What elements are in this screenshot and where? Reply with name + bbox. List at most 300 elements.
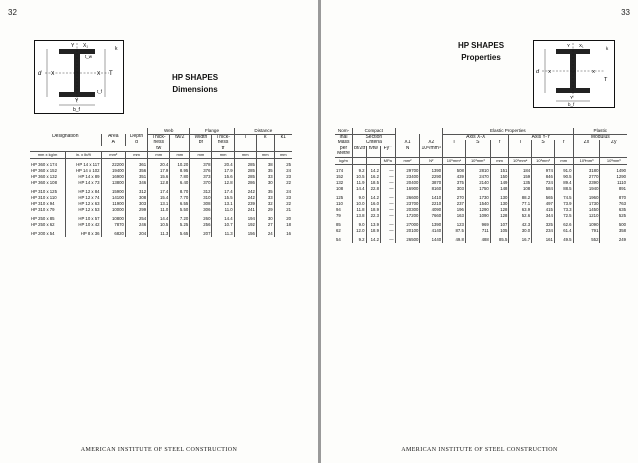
nom-header: Nom-	[335, 128, 353, 134]
dim-table-cell: 241	[234, 207, 256, 213]
dim-table-cell: 15.4	[148, 195, 170, 201]
dim-table-cell: 260	[190, 216, 212, 222]
dim-table-cell: 10800	[101, 216, 125, 222]
dim-table-cell: HP 12 x 53	[66, 207, 102, 213]
dim-table-cell: 17.4	[148, 189, 170, 195]
k-label-right: k	[606, 46, 609, 51]
dim-table-cell: 378	[190, 162, 212, 168]
left-title-line2: Dimensions	[172, 85, 218, 94]
prop-table-cell: 23400	[395, 174, 420, 180]
depth-symbol: d	[125, 140, 147, 146]
dim-table-cell: 308	[190, 201, 212, 207]
dim-table-row	[30, 231, 292, 237]
prop-table-cell: 1540	[465, 201, 490, 207]
prop-table-cell: 49.5	[554, 237, 573, 243]
prop-table-cell: 584	[532, 186, 555, 192]
tf-symbol: tf	[212, 146, 234, 152]
dim-table-cell: 16900	[101, 174, 125, 180]
dim-table-cell: HP 310 x 94	[31, 201, 55, 207]
dim-table-cell: 8.95	[170, 168, 190, 174]
prop-table-cell: 1730	[573, 201, 600, 207]
dim-table-cell: 10.20	[170, 162, 190, 168]
prop-table-cell: 18.9	[366, 207, 380, 213]
dim-table-cell: 11.0	[212, 207, 234, 213]
prop-table-cell: 61.4	[554, 228, 573, 234]
d-label: d	[38, 71, 42, 77]
dim-table-cell: 17.9	[212, 168, 234, 174]
prop-table-cell: 16.2	[366, 174, 380, 180]
dim-table-cell: 194	[234, 216, 256, 222]
prop-table-cell: 49.8	[443, 237, 466, 243]
x1-label: X₁	[83, 43, 89, 49]
bf-symbol: bf	[190, 140, 212, 146]
prop-table-cell: 270	[443, 195, 466, 201]
hp-section-diagram	[34, 40, 124, 114]
prop-table-row	[335, 237, 627, 243]
dim-table-cell: 242	[234, 189, 256, 195]
criteria-header: Criteria	[353, 140, 395, 146]
dim-table-cell: 10.7	[212, 222, 234, 228]
right-page-number: 33	[621, 8, 630, 17]
prop-table-cell: 711	[465, 228, 490, 234]
prop-table-cell: 128	[490, 213, 509, 219]
x-left-label: X	[51, 71, 55, 77]
dim-table-cell: HP 310 x 79	[31, 207, 55, 213]
prop-table-cell: 123	[443, 222, 466, 228]
prop-table-cell: 128	[490, 207, 509, 213]
tw-label: t_w	[85, 54, 93, 59]
metre-header: Metre	[337, 151, 350, 157]
dim-table-cell: 22200	[101, 162, 125, 168]
prop-table-cell: 724	[532, 180, 555, 186]
prop-unit-cell: 10³mm³	[465, 157, 490, 164]
prop-unit-cell: mm	[554, 157, 573, 164]
dim-table-cell: 23	[274, 174, 292, 180]
prop-table-cell: 4140	[420, 228, 443, 234]
prop-table-cell: 1210	[573, 213, 600, 219]
prop-table-cell: 29700	[395, 168, 420, 174]
prop-table-cell: —	[381, 237, 396, 243]
prop-table-cell: 358	[600, 228, 627, 234]
hp-section-svg	[35, 41, 123, 113]
prop-table-cell: 2390	[573, 180, 600, 186]
prop-table-cell: 10.5	[353, 174, 366, 180]
prop-table-cell: 150	[490, 174, 509, 180]
dim-table-cell: 27	[256, 222, 274, 228]
dim-table-cell: 24	[274, 168, 292, 174]
depth-header: Depth	[125, 134, 147, 140]
prop-table-cell: 62.6	[554, 222, 573, 228]
dim-table-cell: 308	[125, 195, 147, 201]
dim-table-cell: 24	[256, 231, 274, 237]
x1-header: X1	[395, 140, 420, 146]
prop-unit-cell: 10⁶mm⁴	[509, 157, 532, 164]
prop-table-cell: 11.8	[353, 207, 366, 213]
prop-table-cell: 969	[465, 222, 490, 228]
ix-header: I	[443, 140, 466, 146]
prop-table-cell: 8160	[420, 186, 443, 192]
prop-table-cell: 9.2	[353, 168, 366, 174]
dim-table-cell: 35	[256, 168, 274, 174]
dim-table-cell: 7.80	[170, 174, 190, 180]
dim-table-cell: HP 14 x 102	[66, 168, 102, 174]
dim-table-cell: 11900	[101, 201, 125, 207]
k-header: k	[256, 134, 274, 140]
prop-table-cell: 23700	[395, 201, 420, 207]
prop-table-cell: 1940	[573, 186, 600, 192]
dim-table-cell: 7.20	[170, 216, 190, 222]
prop-table-cell: 249	[600, 237, 627, 243]
dim-table-cell: 17.4	[212, 189, 234, 195]
prop-table-cell: 3180	[573, 168, 600, 174]
prop-table-cell: 3870	[420, 180, 443, 186]
dim-table-cell: HP 310 x 125	[31, 189, 57, 195]
prop-table-cell: 72.5	[554, 213, 573, 219]
prop-table-cell: 79	[336, 212, 341, 218]
prop-table-cell: 891	[600, 186, 627, 192]
prop-table-cell: 870	[600, 195, 627, 201]
dim-table-cell: 256	[190, 222, 212, 228]
dim-unit-cell: mm	[256, 152, 274, 159]
modulus-header: Modulus	[573, 134, 627, 140]
prop-table-cell: 17200	[395, 213, 420, 219]
prop-unit-cell: N²	[420, 157, 443, 164]
prop-table-cell: 110	[336, 200, 343, 206]
flange-group-header: Flange	[190, 128, 234, 134]
dim-table-cell: 30	[256, 216, 274, 222]
dim-table-cell: 29	[256, 207, 274, 213]
x-right-label-right: X	[592, 69, 596, 74]
dim-table-cell: HP 14 x 73	[66, 180, 102, 186]
sx-header: S	[465, 140, 490, 146]
dim-table-cell: 18	[274, 222, 292, 228]
ry-header: r	[554, 140, 573, 146]
dim-table-cell: HP 10 x 42	[66, 222, 102, 228]
prop-table-cell: 1390	[420, 222, 443, 228]
prop-table-cell: 488	[465, 237, 490, 243]
dim-table-cell: 5.65	[170, 231, 190, 237]
dim-table-cell: HP 14 x 117	[66, 162, 102, 168]
prop-table-cell: 1110	[600, 180, 627, 186]
hp-section-diagram-right	[533, 40, 615, 108]
prop-table-cell: 1450	[573, 207, 600, 213]
prop-table-cell: 552	[573, 237, 600, 243]
prop-table-cell: 635	[600, 207, 627, 213]
dim-unit-cell: mm	[274, 152, 292, 159]
prop-table-cell: 13.8	[353, 213, 366, 219]
prop-unit-cell	[353, 157, 366, 164]
prop-table-cell: 74.5	[554, 195, 573, 201]
prop-table-cell: 130	[490, 201, 509, 207]
dim-table-cell: 12.8	[148, 180, 170, 186]
prop-table-cell: 174	[336, 167, 344, 173]
prop-table-cell: 14.2	[366, 168, 380, 174]
prop-table-cell: 9.0	[353, 222, 366, 228]
prop-table-cell: 88.2	[509, 195, 532, 201]
bf-label-right: b_f	[568, 102, 575, 107]
dim-table-cell: 303	[125, 201, 147, 207]
prop-table-cell: 2770	[573, 174, 600, 180]
dim-table-cell: 299	[125, 207, 147, 213]
rx-header: r	[490, 140, 509, 146]
dim-table-cell: 310	[190, 195, 212, 201]
dim-table-cell: HP 360 x 108	[31, 180, 57, 186]
d-label-right: d	[536, 69, 540, 75]
web-ness: ness	[148, 140, 170, 146]
dim-table-cell: 33	[256, 195, 274, 201]
dim-table-cell: 14100	[101, 195, 125, 201]
dim-table-cell: 285	[234, 168, 256, 174]
prop-table-cell: —	[381, 222, 396, 228]
prop-table-cell: 20100	[395, 228, 420, 234]
dim-table-cell: 11.0	[148, 207, 170, 213]
dim-table-cell: 33	[256, 174, 274, 180]
prop-table-cell: 108	[336, 185, 344, 191]
dim-table-cell: 11.3	[148, 231, 170, 237]
fy-header: Fy'''	[381, 146, 396, 152]
zx-header: Zx	[573, 140, 600, 146]
dim-table-cell: HP 360 x 152	[31, 168, 57, 174]
prop-table-cell: 7660	[420, 213, 443, 219]
prop-table-cell: 2470	[465, 174, 490, 180]
prop-table-cell: 105	[490, 228, 509, 234]
iy-header: I	[509, 140, 532, 146]
dim-table-cell: 13.1	[148, 201, 170, 207]
prop-table-cell: 125	[336, 194, 344, 200]
dim-table-cell: 15.5	[212, 195, 234, 201]
prop-table-cell: —	[381, 213, 396, 219]
dim-table-cell: 30	[256, 180, 274, 186]
distance-group-header: Distance	[234, 128, 292, 134]
prop-table-cell: 791	[573, 228, 600, 234]
dim-table-cell: 16	[274, 231, 292, 237]
dim-table-cell: 15.6	[212, 174, 234, 180]
dimensions-table	[30, 128, 292, 237]
zy-header: Zy	[600, 140, 627, 146]
right-title	[431, 40, 531, 64]
dim-unit-cell: mm	[190, 152, 212, 159]
prop-table-cell: 2210	[420, 201, 443, 207]
prop-table-cell: 27000	[395, 222, 420, 228]
per-header: per	[339, 145, 348, 151]
dim-table-cell: 13.1	[212, 201, 234, 207]
dim-table-cell: 346	[125, 180, 147, 186]
prop-table-cell: —	[381, 201, 396, 207]
compact-header: Compact	[353, 128, 395, 134]
tf-label: t_f	[97, 89, 103, 94]
dim-unit-cell: mm	[148, 152, 170, 159]
dim-table-cell: 356	[125, 168, 147, 174]
right-footer: AMERICAN INSTITUTE OF STEEL CONSTRUCTION	[401, 447, 558, 453]
hp-section-svg-right	[534, 41, 614, 107]
prop-table-cell: 88.5	[554, 186, 573, 192]
prop-table-cell: 439	[443, 174, 466, 180]
prop-table-cell: 4090	[420, 207, 443, 213]
prop-table-cell: 508	[443, 168, 466, 174]
prop-table-cell: 196	[443, 207, 466, 213]
dim-table-cell: HP 250 x 62	[31, 222, 55, 228]
y-bottom-label-right: Y	[570, 95, 574, 100]
prop-unit-cell: mm	[490, 157, 509, 164]
prop-table-cell: 763	[600, 201, 627, 207]
prop-table-cell: —	[381, 180, 396, 186]
dim-table-cell: HP 200 x 54	[31, 231, 55, 237]
prop-table-cell: 184	[509, 168, 532, 174]
dim-table-cell: 15900	[101, 189, 125, 195]
dim-table-cell: 22	[274, 180, 292, 186]
prop-table-cell: 974	[532, 168, 555, 174]
dim-unit-cell: mm	[212, 152, 234, 159]
dim-table-cell: 20.4	[212, 162, 234, 168]
dim-table-cell: 12.8	[212, 180, 234, 186]
prop-table-cell: 16.0	[366, 201, 380, 207]
prop-table-cell: 151	[490, 168, 509, 174]
dim-unit-cell: mm x kg/m	[30, 152, 66, 159]
prop-table-cell: 9.2	[353, 237, 366, 243]
prop-table-cell: 415	[532, 207, 555, 213]
dim-table-cell: 23	[274, 195, 292, 201]
prop-table-cell: 13.9	[366, 222, 380, 228]
prop-table-cell: 1290	[465, 207, 490, 213]
designation-header: Designation	[52, 134, 79, 140]
prop-table-cell: 73.9	[554, 201, 573, 207]
prop-units-row	[335, 157, 627, 164]
y-label-right: Y	[567, 43, 571, 48]
prop-table-cell: 87.5	[443, 228, 466, 234]
flange-ness: ness	[212, 140, 234, 146]
prop-table-cell: 1090	[465, 213, 490, 219]
dim-table-cell: 22	[274, 201, 292, 207]
dim-table-cell: 11.3	[212, 231, 234, 237]
dim-table-cell: 5.50	[170, 207, 190, 213]
dim-table-cell: 19400	[101, 168, 125, 174]
dim-table-cell: 7.70	[170, 195, 190, 201]
prop-table-cell: 16900	[395, 186, 420, 192]
prop-table-cell: 1730	[465, 195, 490, 201]
dim-table-cell: HP 250 x 85	[31, 216, 55, 222]
prop-table-cell: 73.3	[554, 207, 573, 213]
dim-table-cell: 285	[234, 162, 256, 168]
prop-table-cell: 148	[490, 186, 509, 192]
dim-table-cell: HP 12 x 84	[66, 189, 102, 195]
sy-header: S	[532, 140, 555, 146]
properties-table	[335, 128, 627, 243]
dim-table-cell: HP 8 x 36	[66, 231, 102, 237]
prop-table-cell: 85	[336, 221, 341, 227]
dim-table-cell: HP 12 x 74	[66, 195, 102, 201]
prop-table-cell: 497	[532, 201, 555, 207]
prop-table-cell: 163	[443, 213, 466, 219]
dim-table-cell: 286	[234, 180, 256, 186]
prop-table-cell: 1750	[465, 186, 490, 192]
prop-table-cell: 90.5	[554, 174, 573, 180]
dim-table-cell: 14.4	[212, 216, 234, 222]
dim-table-cell: 373	[190, 174, 212, 180]
T-header: T	[234, 134, 256, 140]
prop-table-cell: 20300	[395, 207, 420, 213]
x2-header: X2	[420, 140, 443, 146]
t-label-right: T	[604, 77, 608, 83]
prop-table-cell: 10.0	[353, 201, 366, 207]
dim-table-cell: 25	[274, 162, 292, 168]
prop-table-cell: 1390	[420, 168, 443, 174]
prop-table-cell: 135	[509, 180, 532, 186]
prop-table-cell: 325	[532, 222, 555, 228]
prop-table-cell: 132	[336, 179, 344, 185]
axis-x-header: Axis X-X	[443, 134, 509, 140]
prop-table-cell: —	[381, 168, 396, 174]
dim-table-cell: 254	[125, 216, 147, 222]
prop-table-cell: 303	[443, 186, 466, 192]
bf-label: b_f	[73, 107, 80, 113]
dim-table-cell: 38	[256, 162, 274, 168]
prop-table-cell: 89.4	[554, 180, 573, 186]
dim-table-cell: 207	[190, 231, 212, 237]
prop-table-cell: —	[381, 174, 396, 180]
dim-table-cell: 351	[125, 174, 147, 180]
prop-table-cell: 11.9	[353, 180, 366, 186]
prop-table-cell: 107	[490, 222, 509, 228]
area-header: Area	[101, 134, 125, 140]
flange-thick-header: Thick-	[212, 134, 234, 140]
prop-table-cell: 14.4	[353, 186, 366, 192]
dim-table-cell: 13800	[101, 180, 125, 186]
dim-unit-cell: mm	[234, 152, 256, 159]
dim-table-cell: 306	[190, 207, 212, 213]
prop-unit-cell: MPa	[381, 157, 396, 164]
dim-table-cell: 10000	[101, 207, 125, 213]
dim-table-cell: HP 310 x 110	[31, 195, 57, 201]
dim-table-cell: 10.5	[148, 222, 170, 228]
k1-header: k1	[274, 134, 292, 140]
dim-table-cell: 239	[234, 201, 256, 207]
left-title-line1: HP SHAPES	[171, 73, 219, 82]
prop-unit-cell: mm²	[395, 157, 420, 164]
y-bottom-label: Y	[75, 98, 79, 104]
dim-table-cell: 24	[274, 189, 292, 195]
dim-table-cell: 35	[256, 189, 274, 195]
right-page	[321, 0, 638, 463]
prop-table-cell: 525	[600, 213, 627, 219]
x-left-label-right: X	[548, 69, 552, 74]
axis-y-header: Axis Y-Y	[509, 134, 573, 140]
dim-unit-cell: mm	[125, 152, 147, 159]
prop-table-cell: 500	[600, 222, 627, 228]
prop-unit-cell: 10⁶mm⁴	[443, 157, 466, 164]
dim-table-cell: 192	[234, 222, 256, 228]
prop-table-cell: 344	[532, 213, 555, 219]
prop-table-cell: 77.1	[509, 201, 532, 207]
dim-table-cell: 312	[190, 189, 212, 195]
dim-table-cell: 376	[190, 168, 212, 174]
dim-unit-cell: mm²	[101, 152, 125, 159]
prop-table-cell: 1960	[573, 195, 600, 201]
left-page-number: 32	[8, 8, 17, 17]
htw-header: h/tw	[366, 146, 380, 152]
prop-table-cell: 1090	[573, 222, 600, 228]
prop-table-cell: 108	[509, 186, 532, 192]
prop-table-cell: 1290	[600, 174, 627, 180]
x1-label-right: X₁	[579, 43, 584, 48]
prop-unit-cell: 10³mm³	[532, 157, 555, 164]
dim-table-cell: 6.55	[170, 201, 190, 207]
section-header: Section	[353, 134, 395, 140]
dim-table-cell: HP 12 x 63	[66, 201, 102, 207]
prop-table-cell: 52.6	[509, 213, 532, 219]
tw-half-header: tw/2	[170, 134, 190, 140]
prop-table-cell: 237	[443, 201, 466, 207]
dim-table-cell: 6820	[101, 231, 125, 237]
